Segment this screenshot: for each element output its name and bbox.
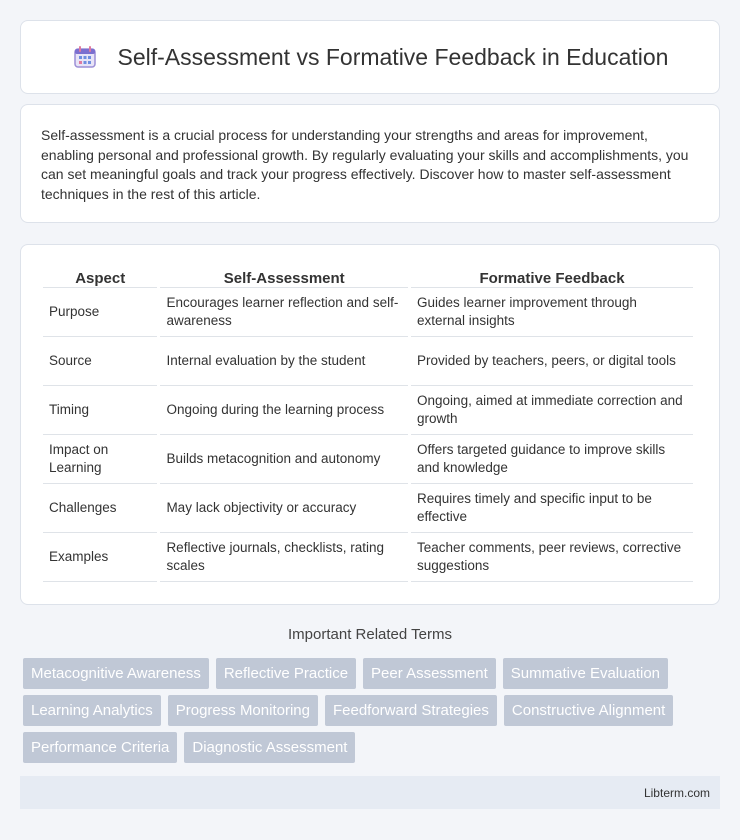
table-row xyxy=(43,484,693,533)
table-row xyxy=(43,533,693,582)
table-cell: Ongoing during the learning process xyxy=(160,386,408,435)
table-cell: Ongoing, aimed at immediate correction and growth xyxy=(411,386,693,435)
column-header-formative-feedback: Formative Feedback xyxy=(411,265,693,288)
table-row xyxy=(43,435,693,484)
table-cell: Requires timely and specific input to be effective xyxy=(411,484,693,533)
column-header-self-assessment: Self-Assessment xyxy=(160,265,408,288)
table-cell: Impact on Learning xyxy=(43,435,157,484)
table-cell: Encourages learner reflection and self-awareness xyxy=(160,288,408,337)
footer-site-link[interactable]: Libterm.com xyxy=(643,786,710,800)
intro-paragraph: Self-assessment is a crucial process for understanding your strengths and areas for improvement, enabling personal and professional growth. By regularly evaluating your skills and accomplishments, you can set meaningful goals and track your progress effectively. Discover how to master self-assessment techniques in the rest of this article. xyxy=(41,127,689,202)
table-cell: Internal evaluation by the student xyxy=(160,337,408,386)
table-cell: Provided by teachers, peers, or digital tools xyxy=(411,337,693,386)
related-term-tag[interactable]: Progress Monitoring xyxy=(168,695,318,726)
related-terms-list xyxy=(23,658,723,769)
related-term-tag[interactable]: Peer Assessment xyxy=(363,658,496,689)
related-term-tag[interactable]: Performance Criteria xyxy=(23,732,177,763)
related-term-tag[interactable]: Reflective Practice xyxy=(216,658,356,689)
table-row xyxy=(43,386,693,435)
table-row xyxy=(43,337,693,386)
related-term-tag[interactable]: Summative Evaluation xyxy=(503,658,668,689)
table-cell: Guides learner improvement through external insights xyxy=(411,288,693,337)
table-cell: Source xyxy=(43,337,157,386)
table-row xyxy=(43,288,693,337)
table-cell: Reflective journals, checklists, rating scales xyxy=(160,533,408,582)
table-cell: Offers targeted guidance to improve skills and knowledge xyxy=(411,435,693,484)
comparison-table xyxy=(40,265,696,582)
related-term-tag[interactable]: Metacognitive Awareness xyxy=(23,658,209,689)
table-cell: Examples xyxy=(43,533,157,582)
page-title: Self-Assessment vs Formative Feedback in Education xyxy=(117,43,669,70)
table-cell: Teacher comments, peer reviews, corrective suggestions xyxy=(411,533,693,582)
table-cell: Builds metacognition and autonomy xyxy=(160,435,408,484)
related-term-tag[interactable]: Diagnostic Assessment xyxy=(184,732,355,763)
related-term-tag[interactable]: Feedforward Strategies xyxy=(325,695,497,726)
related-term-tag[interactable]: Learning Analytics xyxy=(23,695,161,726)
table-cell: May lack objectivity or accuracy xyxy=(160,484,408,533)
footer xyxy=(20,776,720,809)
table-cell: Timing xyxy=(43,386,157,435)
intro-card xyxy=(20,104,720,223)
calendar-icon xyxy=(72,44,98,70)
related-term-tag[interactable]: Constructive Alignment xyxy=(504,695,673,726)
header-card xyxy=(20,20,720,94)
table-header-row xyxy=(43,265,693,288)
column-header-aspect: Aspect xyxy=(43,265,157,288)
related-terms-title: Important Related Terms xyxy=(288,626,452,643)
comparison-table-card xyxy=(20,244,720,605)
table-cell: Purpose xyxy=(43,288,157,337)
table-cell: Challenges xyxy=(43,484,157,533)
